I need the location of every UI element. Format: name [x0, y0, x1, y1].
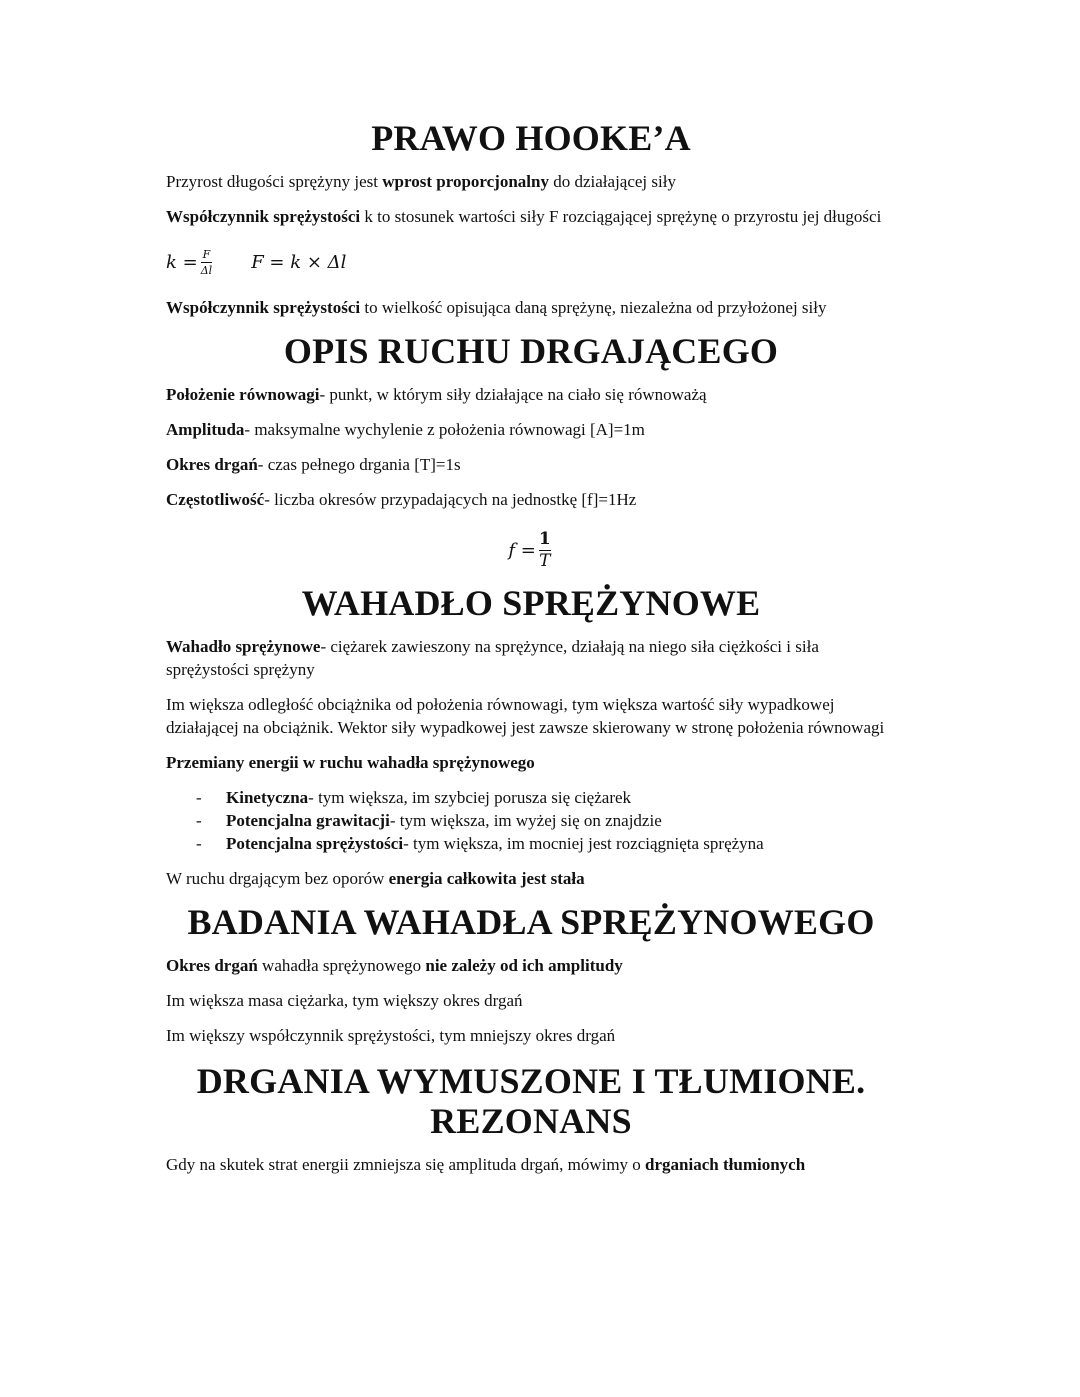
heading-hooke: PRAWO HOOKE’A [371, 118, 691, 158]
paragraph-opis-4: Częstotliwość- liczba okresów przypadających na jednostkę [f]=1Hz [166, 490, 637, 509]
list-item: - Potencjalna sprężystości- tym większa, im mocniej jest rozciągnięta sprężyna [196, 834, 764, 853]
paragraph-opis-3: Okres drgań- czas pełnego drgania [T]=1s [166, 455, 461, 474]
formula-f-fraction: $\frac{1}{T}$ [538, 528, 551, 571]
formula-hooke [166, 240, 896, 284]
paragraph-hooke-2: Współczynnik sprężystości k to stosunek wartości siły F rozciągającej sprężynę o przyrostu jej długości [166, 207, 882, 226]
paragraph-wahadlo-2: Im większa odległość obciążnika od położenia równowagi, tym większa wartość siły wypadkowej działającej na obciążnik. Wektor siły wypadkowej jest zawsze skierowany w stronę położenia równowagi [166, 695, 885, 737]
formula-k-fraction: $\frac{F}{\Delta l}$ [200, 247, 213, 277]
paragraph-hooke-3: Współczynnik sprężystości to wielkość opisująca daną sprężynę, niezależna od przyłożonej siły [166, 298, 827, 317]
list-item: - Kinetyczna- tym większa, im szybciej porusza się ciężarek [196, 788, 632, 807]
heading-wahadlo: WAHADŁO SPRĘŻYNOWE [301, 583, 761, 623]
document-content [166, 118, 896, 1188]
heading-drgania: DRGANIA WYMUSZONE I TŁUMIONE. REZONANS [196, 1061, 866, 1141]
formula-f-lhs: f = [508, 539, 536, 561]
formula-frequency [166, 523, 896, 577]
paragraph-badania-2: Im większa masa ciężarka, tym większy okres drgań [166, 991, 523, 1010]
paragraph-wahadlo-1: Wahadło sprężynowe- ciężarek zawieszony na sprężynce, działają na niego siła ciężkości i siła sprężystości sprężyny [166, 637, 819, 679]
paragraph-wahadlo-3: W ruchu drgającym bez oporów energia całkowita jest stała [166, 869, 585, 888]
energy-list [166, 786, 896, 855]
list-item: - Potencjalna grawitacji- tym większa, im wyżej się on znajdzie [196, 811, 662, 830]
paragraph-hooke-1: Przyrost długości sprężyny jest wprost proporcjonalny do działającej siły [166, 172, 676, 191]
paragraph-badania-3: Im większy współczynnik sprężystości, tym mniejszy okres drgań [166, 1026, 616, 1045]
formula-f: F = k × Δl [251, 251, 347, 273]
formula-k-lhs: k = [166, 251, 198, 273]
subheading-energy: Przemiany energii w ruchu wahadła sprężynowego [166, 753, 535, 772]
paragraph-badania-1: Okres drgań wahadła sprężynowego nie zależy od ich amplitudy [166, 956, 623, 975]
paragraph-drgania-1: Gdy na skutek strat energii zmniejsza się amplituda drgań, mówimy o drganiach tłumionych [166, 1155, 806, 1174]
heading-badania: BADANIA WAHADŁA SPRĘŻYNOWEGO [187, 902, 875, 942]
paragraph-opis-1: Położenie równowagi- punkt, w którym siły działające na ciało się równoważą [166, 385, 707, 404]
paragraph-opis-2: Amplituda- maksymalne wychylenie z położenia równowagi [A]=1m [166, 420, 645, 439]
heading-opis: OPIS RUCHU DRGAJĄCEGO [283, 331, 779, 371]
